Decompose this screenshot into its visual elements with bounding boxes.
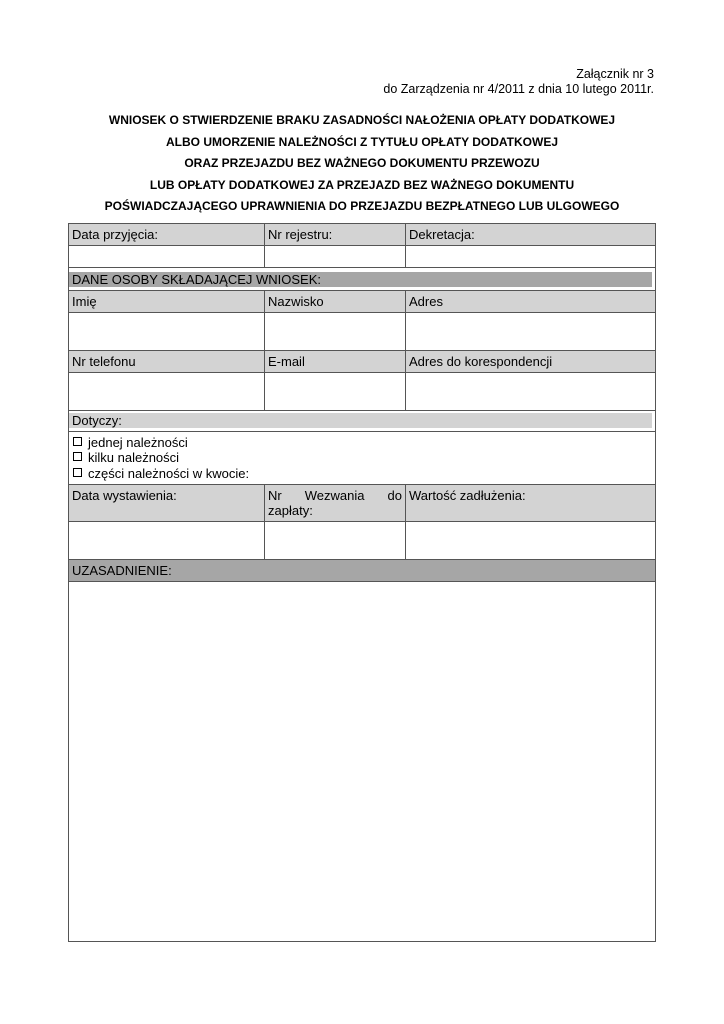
last-name-field[interactable] bbox=[265, 313, 406, 350]
last-name-label: Nazwisko bbox=[265, 291, 406, 312]
personal-input-row bbox=[69, 313, 655, 351]
issue-header-row bbox=[69, 485, 655, 522]
first-name-field[interactable] bbox=[69, 313, 265, 350]
address-label: Adres bbox=[406, 291, 655, 312]
option-partial-debt[interactable] bbox=[73, 466, 249, 481]
attachment-number: Załącznik nr 3 bbox=[576, 67, 654, 81]
checkbox-icon[interactable] bbox=[73, 437, 82, 446]
applicant-section-label: DANE OSOBY SKŁADAJĄCEJ WNIOSEK: bbox=[69, 272, 652, 287]
justification-field[interactable] bbox=[69, 582, 655, 941]
title-line: POŚWIADCZAJĄCEGO UPRAWNIENIA DO PRZEJAZDU BEZPŁATNEGO LUB ULGOWEGO bbox=[104, 199, 620, 214]
concerns-options bbox=[73, 435, 249, 481]
title-line: LUB OPŁATY DODATKOWEJ ZA PRZEJAZD BEZ WAŻNEGO DOKUMENTU bbox=[149, 177, 575, 192]
email-field[interactable] bbox=[265, 373, 406, 410]
option-label: kilku należności bbox=[88, 450, 180, 466]
summons-number-label bbox=[265, 485, 406, 521]
title-line: WNIOSEK O STWIERDZENIE BRAKU ZASADNOŚCI NAŁOŻENIA OPŁATY DODATKOWEJ bbox=[108, 113, 616, 127]
option-single-debt[interactable] bbox=[73, 435, 249, 450]
justification-label: UZASADNIENIE: bbox=[69, 560, 655, 581]
concerns-section-label: Dotyczy: bbox=[69, 413, 652, 428]
checkbox-icon[interactable] bbox=[73, 468, 82, 477]
register-number-label: Nr rejestru: bbox=[265, 224, 406, 245]
document-title bbox=[60, 110, 664, 218]
summons-number-line1: Nr Wezwania do bbox=[268, 488, 402, 503]
option-label: jednej należności bbox=[88, 435, 188, 450]
received-date-field[interactable] bbox=[69, 246, 265, 267]
application-form bbox=[68, 223, 656, 942]
decree-field[interactable] bbox=[406, 246, 655, 267]
option-label: części należności w kwocie: bbox=[88, 465, 250, 481]
title-line: ORAZ PRZEJAZDU BEZ WAŻNEGO DOKUMENTU PRZEWOZU bbox=[184, 156, 540, 171]
personal-header-row bbox=[69, 291, 655, 313]
phone-field[interactable] bbox=[69, 373, 265, 410]
contact-input-row bbox=[69, 373, 655, 411]
summons-number-line2: zapłaty: bbox=[268, 503, 313, 518]
first-name-label: Imię bbox=[69, 291, 265, 312]
email-label: E-mail bbox=[265, 351, 406, 372]
justification-header-row bbox=[69, 560, 655, 582]
phone-label: Nr telefonu bbox=[69, 351, 265, 372]
checkbox-icon[interactable] bbox=[73, 452, 82, 461]
decree-label: Dekretacja: bbox=[406, 224, 655, 245]
address-field[interactable] bbox=[406, 313, 655, 350]
issue-input-row bbox=[69, 522, 655, 560]
debt-value-field[interactable] bbox=[406, 522, 655, 559]
issue-date-field[interactable] bbox=[69, 522, 265, 559]
mail-address-label: Adres do korespondencji bbox=[406, 351, 655, 372]
attachment-note bbox=[383, 67, 654, 97]
contact-header-row bbox=[69, 351, 655, 373]
option-multiple-debts[interactable] bbox=[73, 450, 249, 465]
title-line: ALBO UMORZENIE NALEŻNOŚCI Z TYTUŁU OPŁATY DODATKOWEJ bbox=[166, 134, 558, 149]
registration-header-row bbox=[69, 224, 655, 246]
issue-date-label: Data wystawienia: bbox=[69, 485, 265, 521]
concerns-section-row bbox=[69, 411, 655, 432]
summons-number-field[interactable] bbox=[265, 522, 406, 559]
registration-input-row bbox=[69, 246, 655, 268]
debt-value-label: Wartość zadłużenia: bbox=[406, 485, 655, 521]
register-number-field[interactable] bbox=[265, 246, 406, 267]
applicant-section-row bbox=[69, 268, 655, 291]
received-date-label: Data przyjęcia: bbox=[69, 224, 265, 245]
mail-address-field[interactable] bbox=[406, 373, 655, 410]
attachment-regulation: do Zarządzenia nr 4/2011 z dnia 10 lutego 2011r. bbox=[383, 82, 654, 96]
concerns-options-row bbox=[69, 432, 655, 485]
